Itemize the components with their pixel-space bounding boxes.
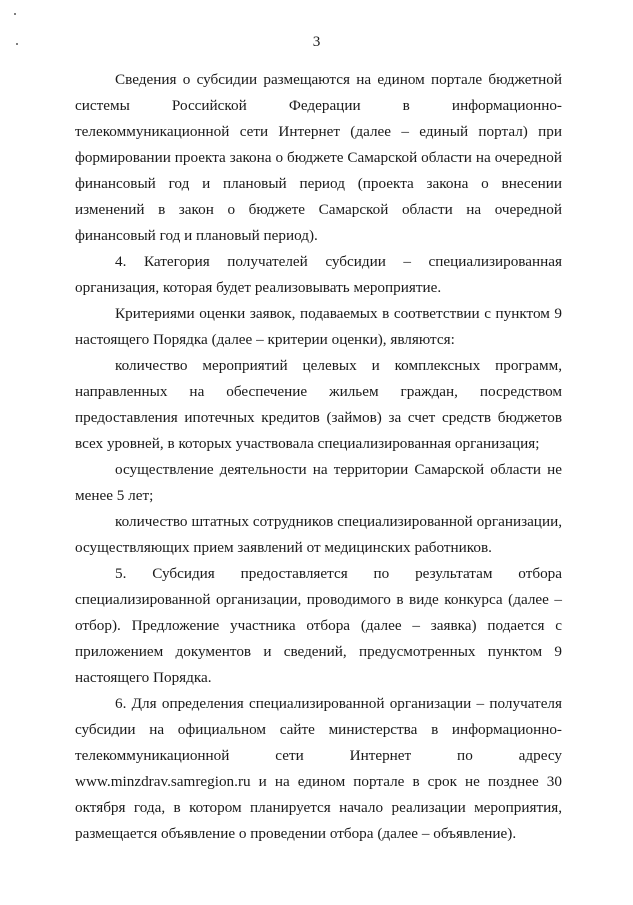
scan-speck <box>14 13 16 15</box>
paragraph-criterion-years: осуществление деятельности на территории Самарской области не менее 5 лет; <box>75 461 562 504</box>
paragraph-recipient-category: 4. Категория получателей субсидии – специализированная организация, которая будет реализовывать мероприятие. <box>75 253 562 296</box>
paragraph-criterion-staff: количество штатных сотрудников специализированной организации, осуществляющих прием заявлений от медицинских работников. <box>75 513 562 556</box>
paragraph-selection: 5. Субсидия предоставляется по результатам отбора специализированной организации, проводимого в виде конкурса (далее – отбор). Предложение участника отбора (далее – заявка) подается с приложением документов и сведений, предусмотренных пунктом 9 настоящего Порядка. <box>75 565 562 686</box>
page-number: 3 <box>312 33 321 50</box>
paragraph-criteria-intro: Критериями оценки заявок, подаваемых в соответствии с пунктом 9 настоящего Порядка (далее – критерии оценки), являются: <box>75 305 562 348</box>
document-body <box>75 67 562 847</box>
paragraph-subsidy-info: Сведения о субсидии размещаются на едином портале бюджетной системы Российской Федерации в информационно-телекоммуникационной сети Интернет (далее – единый портал) при формировании проекта закона о бюджете Самарской области на очередной финансовый год и плановый период (проекта закона о внесении изменений в закон о бюджете Самарской области на очередной финансовый год и плановый период). <box>75 71 562 244</box>
paragraph-criterion-programs: количество мероприятий целевых и комплексных программ, направленных на обеспечение жильем граждан, посредством предоставления ипотечных кредитов (займов) за счет средств бюджетов всех уровней, в которых участвовала специализированная организация; <box>75 357 562 452</box>
paragraph-announcement: 6. Для определения специализированной организации – получателя субсидии на официальном сайте министерства в информационно-телекоммуникационной сети Интернет по адресу www.minzdrav.samregion.ru и на едином портале в срок не позднее 30 октября года, в котором планируется начало реализации мероприятия, размещается объявление о проведении отбора (далее – объявление). <box>75 695 562 842</box>
